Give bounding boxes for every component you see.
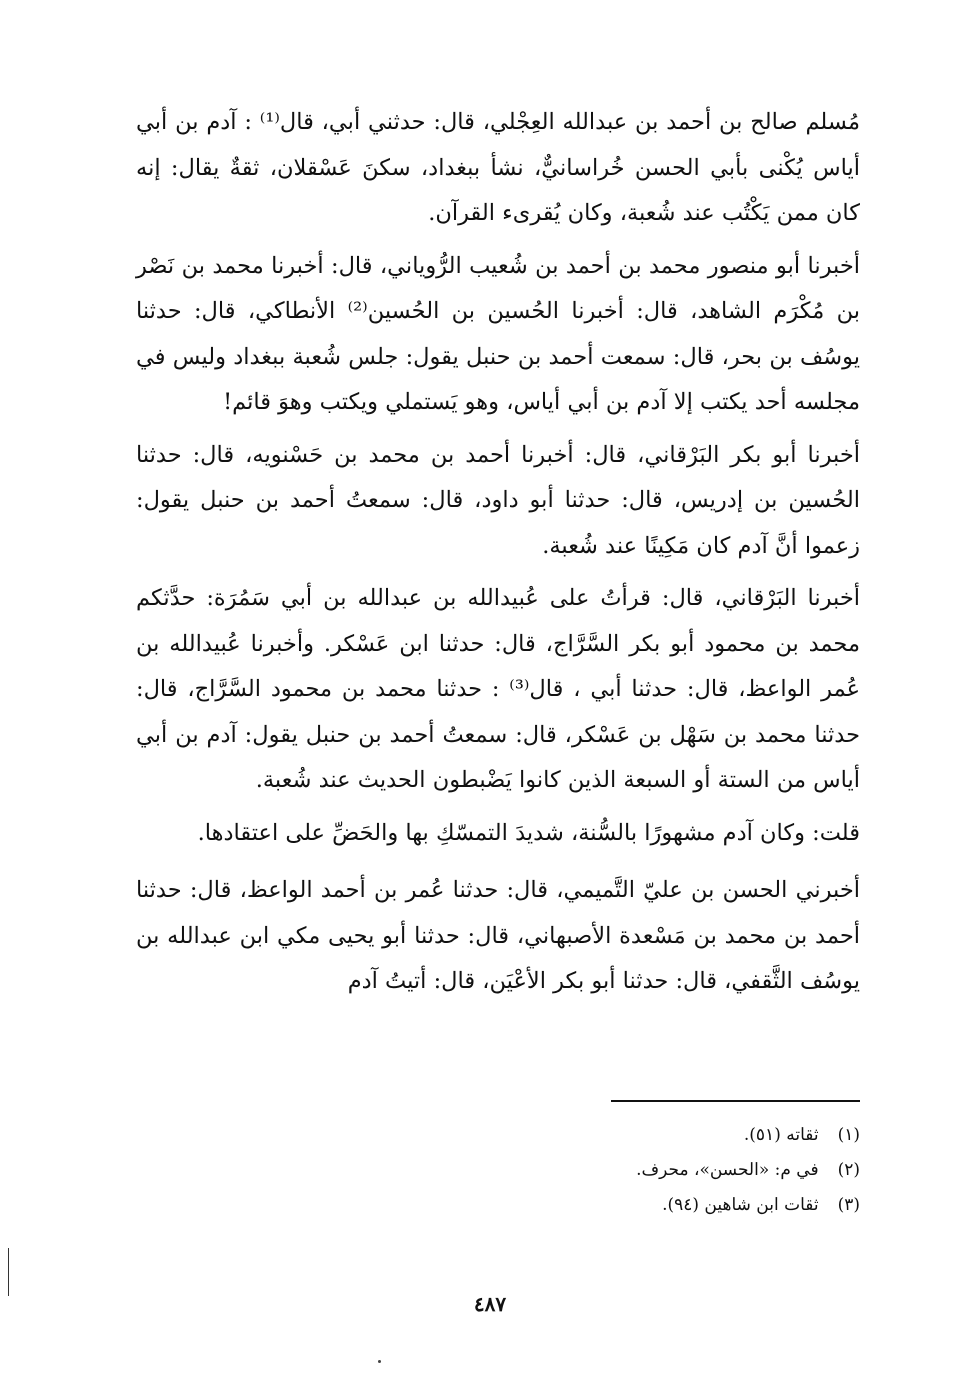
paragraph-3: أخبرنا أبو بكر البَرْقاني، قال: أخبرنا أحمد بن محمد بن حَسْنويه، قال: حدثنا الحُسين بن إدريس، قال: حدثنا أبو داود، قال: سمعتُ أحمد بن حنبل يقول: زعموا أنَّ آدم كان مَكِينًا عند شُعبة. — [136, 441, 860, 559]
footnote-text: في م: «الحسن»، محرف. — [636, 1160, 819, 1180]
main-text — [136, 100, 860, 1005]
scan-margin-line — [8, 1248, 9, 1296]
paragraph-4: أخبرنا البَرْقاني، قال: قرأتُ على عُبيدالله بن عبدالله بن أبي سَمُرَة: حدَّثكم محمد بن محمود أبو بكر السَّرَّاج، قال: حدثنا ابن عَسْكر. وأخبرنا عُبيدالله بن عُمر الواعظ، قال: حدثنا أبي ، قال⁽³⁾ : حدثنا محمد بن محمود السَّرَّاج، قال: حدثنا محمد بن سَهْل بن عَسْكر، قال: سمعتُ أحمد بن حنبل يقول: آدم بن أبي أياس من الستة أو السبعة الذين كانوا يَضْبطون الحديث عند شُعبة. — [136, 585, 861, 793]
paragraph-6: أخبرني الحسن بن عليّ التَّميمي، قال: حدثنا عُمر بن أحمد الواعظ، قال: حدثنا أحمد بن محمد بن مَسْعدة الأصبهاني، قال: حدثنا أبو يحيى مكي ابن عبدالله بن يوسُف الثَّقفي، قال: حدثنا أبو بكر الأعْيَن، قال: أتيتُ آدم — [136, 877, 860, 994]
footnote-3 — [560, 1188, 860, 1223]
footnote-number: (٢) — [837, 1160, 860, 1180]
paragraph-1: مُسلم صالح بن أحمد بن عبدالله العِجْلي، قال: حدثني أبي، قال⁽¹⁾ : آدم بن أبي أياس يُكْنى بأبي الحسن خُراسانيٌّ، نشأ ببغداد، سكنَ عَسْقلان، ثقةٌ يقال: إنه كان ممن يَكْتُب عند شُعبة، وكان يُقرىء القرآن. — [136, 109, 860, 226]
footnote-number: (٣) — [837, 1195, 860, 1215]
footnote-divider — [611, 1100, 860, 1102]
paragraph-2: أخبرنا أبو منصور محمد بن أحمد بن شُعيب الرُّوياني، قال: أخبرنا محمد بن نَصْر بن مُكْرَم الشاهد، قال: أخبرنا الحُسين بن الحُسين⁽²⁾ الأنطاكي، قال: حدثنا يوسُف بن بحر، قال: سمعت أحمد بن حنبل يقول: جلس شُعبة ببغداد وليس في مجلسه أحد يكتب إلا آدم بن أبي أياس، وهو يَستملي ويكتب وهوَ قائم! — [136, 252, 860, 415]
page-number: ٤٨٧ — [473, 1292, 507, 1316]
footnotes — [560, 1118, 860, 1223]
footnote-text: ثقاته (٥١). — [743, 1125, 819, 1145]
footnote-1 — [560, 1118, 860, 1153]
footnote-text: ثقات ابن شاهين (٩٤). — [662, 1195, 819, 1215]
paragraph-5: قلت: وكان آدم مشهورًا بالسُّنة، شديدَ التمسّكِ بها والحَضِّ على اعتقادها. — [197, 819, 860, 846]
scan-speck — [378, 1360, 381, 1363]
footnote-number: (١) — [837, 1125, 860, 1145]
footnote-2 — [560, 1153, 860, 1188]
